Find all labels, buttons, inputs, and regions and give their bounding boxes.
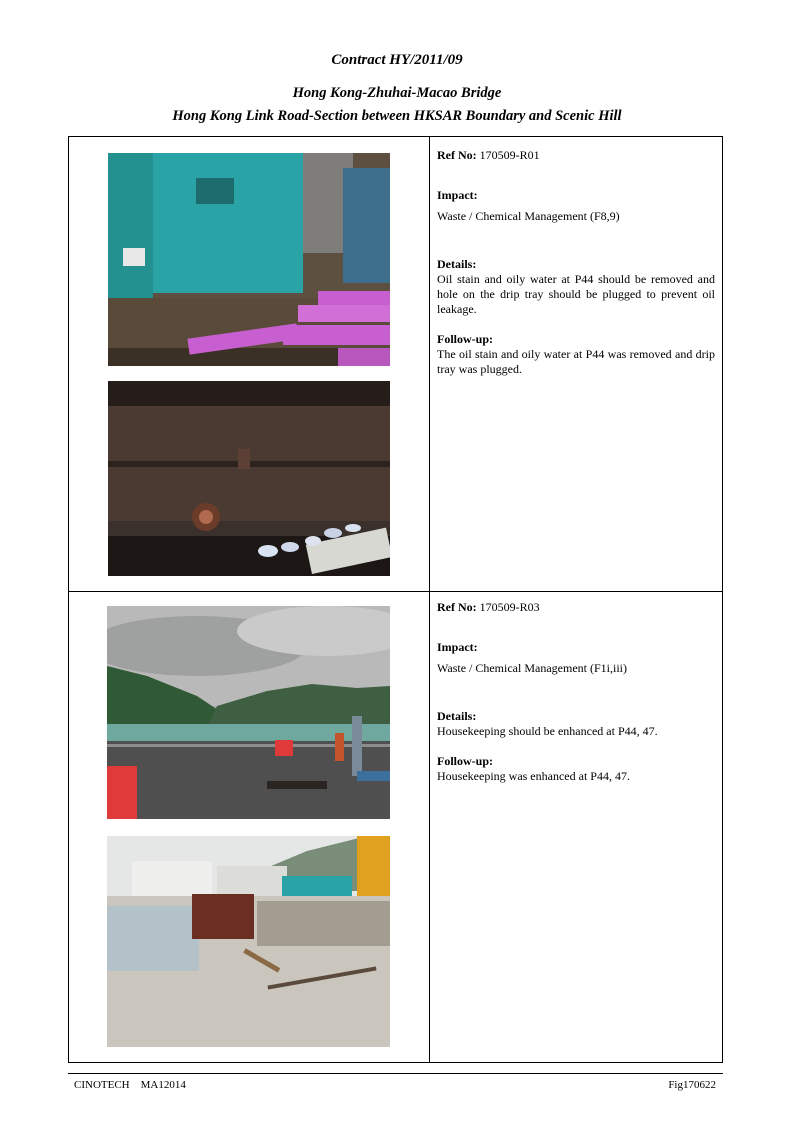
details-value: Oil stain and oily water at P44 should be removed and hole on the drip tray should be plugged to prevent oil leakage. — [437, 272, 715, 316]
photo-site-deck-sea — [107, 606, 390, 819]
footer-rule — [68, 1073, 723, 1074]
inspection-table — [68, 136, 723, 1063]
details-value: Housekeeping should be enhanced at P44, 47. — [437, 724, 658, 738]
footer-company: CINOTECH MA12014 — [74, 1079, 186, 1091]
section-title: Hong Kong Link Road-Section between HKSAR Boundary and Scenic Hill — [172, 108, 622, 124]
followup-label: Follow-up: — [437, 754, 494, 768]
record-2-text — [437, 600, 715, 784]
project-title: Hong Kong-Zhuhai-Macao Bridge — [292, 85, 502, 101]
photo-generator-drip-tray — [108, 153, 390, 366]
impact-label: Impact: — [437, 640, 478, 654]
ref-no-value: 170509-R01 — [479, 148, 540, 162]
impact-value: Waste / Chemical Management (F8,9) — [437, 209, 620, 223]
photo-site-housekeeping — [107, 836, 390, 1047]
row-divider — [69, 591, 722, 592]
ref-no-line: Ref No: 170509-R03 — [437, 600, 540, 614]
record-1-text — [437, 148, 715, 377]
contract-title: Contract HY/2011/09 — [331, 52, 463, 68]
followup-value: Housekeeping was enhanced at P44, 47. — [437, 769, 630, 783]
impact-label: Impact: — [437, 188, 478, 202]
photo-drip-tray-oil — [108, 381, 390, 576]
impact-value: Waste / Chemical Management (F1i,iii) — [437, 661, 627, 675]
followup-value: The oil stain and oily water at P44 was removed and drip tray was plugged. — [437, 347, 715, 376]
details-label: Details: — [437, 709, 477, 723]
column-divider — [429, 137, 430, 1062]
details-label: Details: — [437, 257, 477, 271]
ref-no-line: Ref No: 170509-R01 — [437, 148, 540, 162]
ref-no-value: 170509-R03 — [479, 600, 540, 614]
footer-figure-number: Fig170622 — [668, 1079, 716, 1091]
followup-label: Follow-up: — [437, 332, 494, 346]
